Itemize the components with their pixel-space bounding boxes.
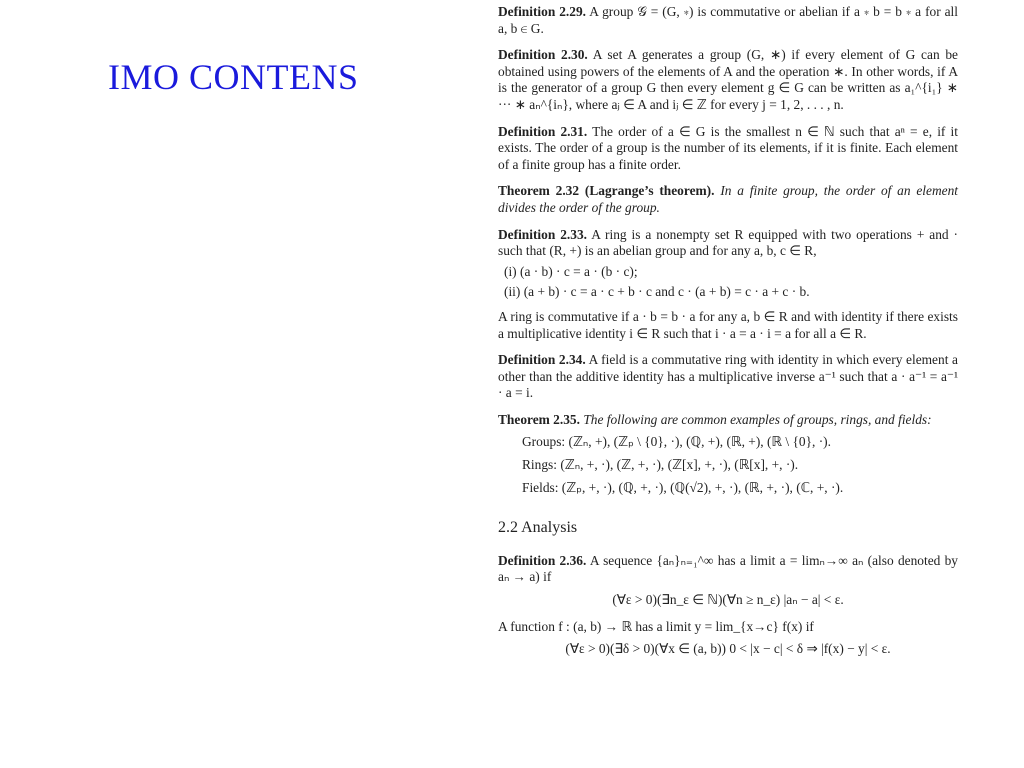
definition-2-36-head: Definition 2.36.: [498, 552, 587, 568]
definition-2-30-text: A set A generates a group (G, ∗) if every element of G can be obtained using powers of the elements of A and the operation ∗. In other words, if A is the generator of a group G then every element g ∈ G can be written as a₁^{i₁} ∗ ··· ∗ aₙ^{iₙ}, where aⱼ ∈ A and iⱼ ∈ ℤ for every j = 1, 2, . . . , n.: [498, 47, 958, 112]
definition-2-33-head: Definition 2.33.: [498, 226, 587, 242]
function-limit-text: A function f : (a, b) → ℝ has a limit y = lim_{x→c} f(x) if: [498, 618, 814, 634]
definition-2-31-text: The order of a ∈ G is the smallest n ∈ ℕ such that aⁿ = e, if it exists. The order of a group is the number of its elements, if it is finite. Each element of a finite group has a finite order.: [498, 123, 958, 172]
function-limit-formula: (∀ε > 0)(∃δ > 0)(∀x ∈ (a, b)) 0 < |x − c| < δ ⇒ |f(x) − y| < ε.: [565, 641, 891, 657]
sequence-limit-formula: (∀ε > 0)(∃n_ε ∈ ℕ)(∀n ≥ n_ε) |aₙ − a| < ε.: [612, 592, 844, 608]
definition-2-31-head: Definition 2.31.: [498, 123, 588, 139]
definition-2-33-text: A ring is a nonempty set R equipped with two operations + and · such that (R, +) is an abelian group and for any a, b, c ∈ R,: [498, 226, 959, 259]
definition-2-29: [498, 4, 958, 37]
definition-2-30-head: Definition 2.30.: [498, 47, 588, 63]
example-groups: Groups: (ℤₙ, +), (ℤₚ \ {0}, ·), (ℚ, +), (ℝ, +), (ℝ \ {0}, ·).: [522, 434, 831, 450]
document-page: [498, 4, 958, 668]
definition-2-31: [498, 124, 958, 174]
definition-2-30: [498, 47, 958, 113]
definition-2-36: [498, 553, 958, 586]
theorem-2-32: [498, 183, 958, 216]
slide-title: IMO CONTENS: [108, 57, 359, 97]
theorem-2-35-text: The following are common examples of groups, rings, and fields:: [583, 411, 932, 427]
definition-2-36-text: A sequence {aₙ}ₙ₌₁^∞ has a limit a = limₙ→∞ aₙ (also denoted by aₙ → a) if: [498, 552, 959, 585]
section-2-2-heading: 2.2 Analysis: [498, 519, 578, 537]
ring-axiom-ii: (ii) (a + b) · c = a · c + b · c and c · (a + b) = c · a + c · b.: [504, 284, 810, 300]
ring-commutative-text: A ring is commutative if a · b = b · a for any a, b ∈ R and with identity if there exists a multiplicative identity i ∈ R such that i · a = a · i = a for all a ∈ R.: [498, 308, 958, 341]
example-fields: Fields: (ℤₚ, +, ·), (ℚ, +, ·), (ℚ(√2), +, ·), (ℝ, +, ·), (ℂ, +, ·).: [522, 479, 844, 495]
theorem-2-32-head: Theorem 2.32 (Lagrange’s theorem).: [498, 183, 715, 199]
definition-2-29-text: A group 𝒢 = (G, ∗) is commutative or abelian if a ∗ b = b ∗ a for all a, b ∈ G.: [498, 4, 959, 36]
example-rings: Rings: (ℤₙ, +, ·), (ℤ, +, ·), (ℤ[x], +, ·), (ℝ[x], +, ·).: [522, 457, 799, 473]
definition-2-34: [498, 352, 958, 402]
definition-2-33: [498, 227, 958, 260]
ring-axiom-i: (i) (a · b) · c = a · (b · c);: [504, 263, 638, 279]
theorem-2-35-head: Theorem 2.35.: [498, 411, 580, 427]
definition-2-34-head: Definition 2.34.: [498, 352, 586, 368]
definition-2-34-text: A field is a commutative ring with identity in which every element a other than the additive identity has a multiplicative inverse a⁻¹ such that a · a⁻¹ = a⁻¹ · a = i.: [498, 352, 958, 401]
theorem-2-32-text: In a finite group, the order of an element divides the order of the group.: [498, 183, 959, 215]
theorem-2-35: [498, 412, 958, 429]
definition-2-29-head: Definition 2.29.: [498, 4, 587, 19]
